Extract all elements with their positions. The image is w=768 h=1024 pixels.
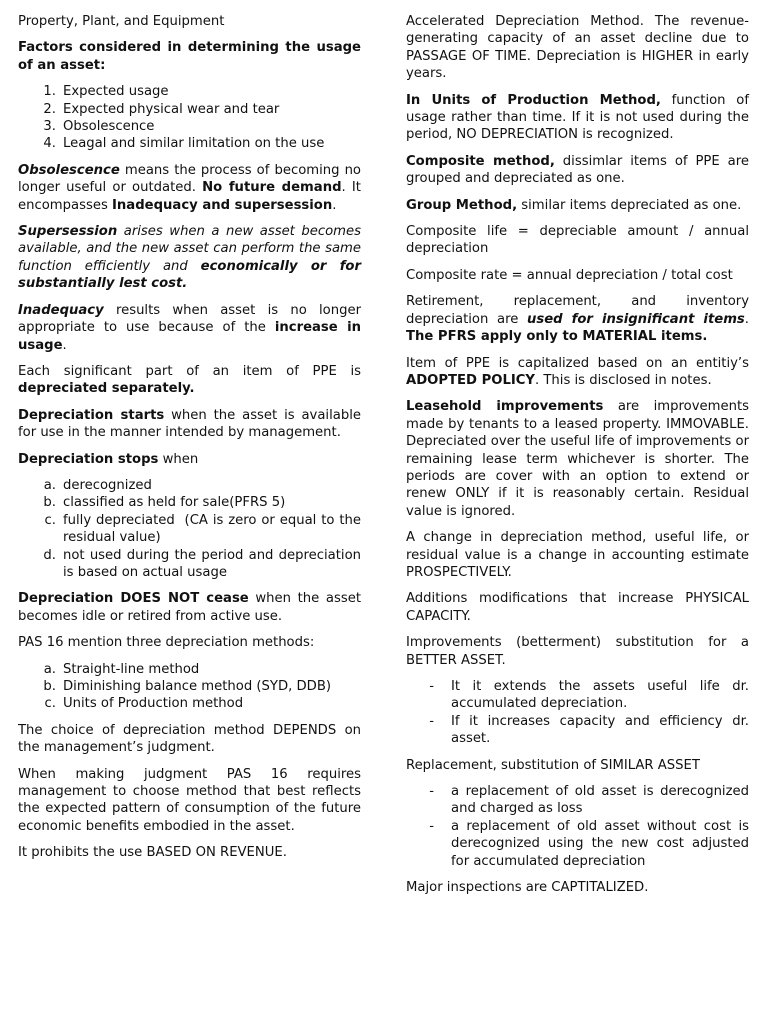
list-item: a. Straight-line method [43,661,200,677]
additions-paragraph: Additions modifications that increase PHYSICAL CAPACITY. [406,591,749,624]
judgment-paragraph: When making judgment PAS 16 requires management to choose method that best reflects the expected pattern of consumption of the future economic benefits embodied in the asset. [18,766,361,834]
improvements-list [406,678,749,748]
prohibits-paragraph: It prohibits the use BASED ON REVENUE. [18,845,287,861]
group-paragraph: Group Method, similar items depreciated as one. [406,197,742,213]
depreciation-starts-paragraph: Depreciation starts when the asset is available for use in the manner intended by management. [18,407,361,441]
left-column [18,13,366,871]
list-item: - It it extends the assets useful life dr. accumulated depreciation. [429,679,749,712]
list-item: a. derecognized [43,477,152,493]
list-item: - If it increases capacity and efficiency dr. asset. [429,713,749,747]
composite-rate-paragraph: Composite rate = annual depreciation / total cost [406,267,733,283]
list-item: - a replacement of old asset without cost is derecognized using the new cost adjusted for accumulated depreciation [429,818,749,869]
not-cease-paragraph: Depreciation DOES NOT cease when the asset becomes idle or retired from active use. [18,591,361,624]
change-paragraph: A change in depreciation method, useful life, or residual value is a change in accounting estimate PROSPECTIVELY. [406,530,749,580]
leasehold-paragraph: Leasehold improvements are improvements made by tenants to a leased property. IMMOVABLE. Depreciated over the useful life of improvements or remaining lease term whichever is shorter. The periods are cover with an option to extend or renew ONLY if it is reasonably certain. Residual value is ignored. [406,399,749,519]
pas16-methods-paragraph: PAS 16 mention three depreciation methods: [18,635,315,651]
list-item: b. classified as held for sale(PFRS 5) [43,495,286,511]
list-item: - a replacement of old asset is derecognized and charged as loss [429,784,749,817]
accelerated-paragraph: Accelerated Depreciation Method. The revenue-generating capacity of an asset decline due to PASSAGE OF TIME. Depreciation is HIGHER in early years. [406,14,749,82]
list-item: b. Diminishing balance method (SYD, DDB) [43,679,332,694]
composite-paragraph: Composite method, dissimlar items of PPE are grouped and depreciated as one. [406,153,749,187]
factors-list [18,83,361,153]
replacement-paragraph: Replacement, substitution of SIMILAR ASSET [406,757,700,773]
depreciation-stops-paragraph: Depreciation stops when [18,451,199,467]
doc-title: Property, Plant, and Equipment [18,14,225,29]
composite-life-paragraph: Composite life = depreciable amount / annual depreciation [406,224,749,257]
methods-list [18,661,361,713]
retirement-paragraph: Retirement, replacement, and inventory depreciation are used for insignificant items. The PFRS apply only to MATERIAL items. [406,294,749,345]
replacement-list [406,783,749,870]
major-inspections-paragraph: Major inspections are CAPTITALIZED. [406,880,649,896]
list-item: c. fully depreciated (CA is zero or equal to the residual value) [44,512,366,546]
list-item: 1. Expected usage [43,84,169,100]
item-ppe-paragraph: Item of PPE is capitalized based on an entitiy’s ADOPTED POLICY. This is disclosed in notes. [406,355,749,388]
list-item: 2. Expected physical wear and tear [43,101,280,117]
supersession-paragraph: Supersession arises when a new asset becomes available, and the new asset can perform the same function efficiently and economically or for substantially lest cost. [18,224,361,292]
right-column [406,13,749,905]
obsolescence-paragraph: Obsolescence means the process of becoming no longer useful or outdated. No future demand. It encompasses Inadequacy and supersession. [18,162,361,213]
stops-list [18,477,366,581]
list-item: c. Units of Production method [44,696,244,712]
units-paragraph: In Units of Production Method, function of usage rather than time. If it is not used during the period, NO DEPRECIATION is recognized. [406,92,749,143]
significant-part-paragraph: Each significant part of an item of PPE is depreciated separately. [18,363,361,397]
list-item: d. not used during the period and depreciation is based on actual usage [43,547,361,580]
list-item: 4. Leagal and similar limitation on the use [43,136,325,152]
choice-paragraph: The choice of depreciation method DEPENDS on the management’s judgment. [18,722,361,756]
factors-heading: Factors considered in determining the usage of an asset: [18,40,361,73]
improvements-paragraph: Improvements (betterment) substitution for a BETTER ASSET. [406,635,749,668]
inadequacy-paragraph: Inadequacy results when asset is no longer appropriate to use because of the increase in usage. [18,302,361,353]
list-item: 3. Obsolescence [43,119,155,135]
